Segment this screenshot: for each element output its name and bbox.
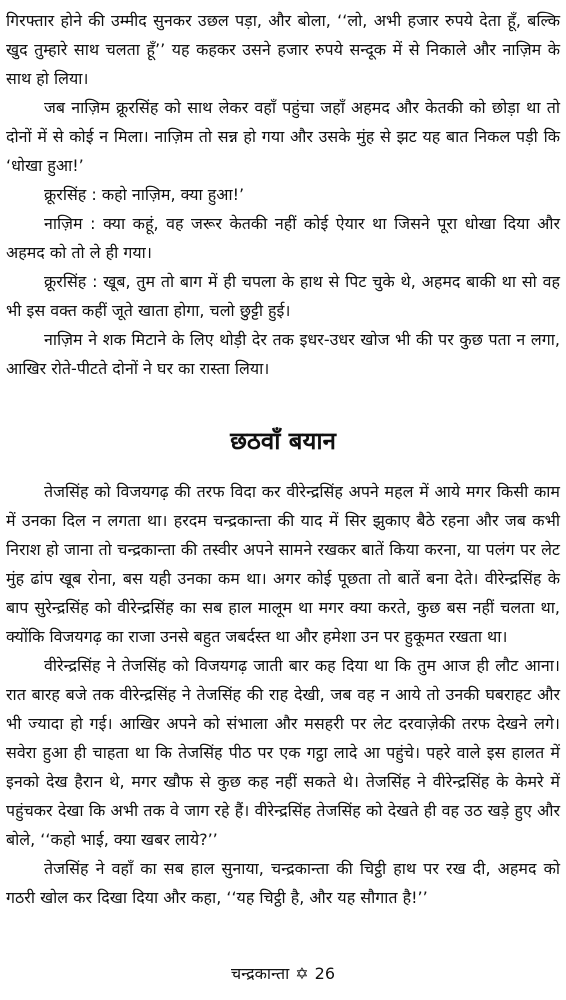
dialogue-krursingh: क्रूरसिंह : खूब, तुम तो बाग में ही चपला के हाथ से पिट चुके थे, अहमद बाकी था सो वह भी इस वक्त कहीं जूते खाता होगा, चलो छुट्टी हुई। (6, 272, 560, 320)
star-of-david-icon: ✡ (295, 964, 309, 983)
footer-book-title: चन्द्रकान्ता (231, 964, 290, 983)
paragraph: नाज़िम ने शक मिटाने के लिए थोड़ी देर तक इधर-उधर खोज भी की पर कुछ पता न लगा, आखिर रोते-पीटते दोनों ने घर का रास्ता लिया। (6, 330, 560, 378)
paragraph: तेजसिंह ने वहाँ का सब हाल सुनाया, चन्द्रकान्ता की चिट्ठी हाथ पर रख दी, अहमद को गठरी खोल कर दिखा दिया और कहा, ‘‘यह चिट्ठी है, और यह सौगात है!’’ (6, 859, 560, 907)
paragraph: वीरेन्द्रसिंह ने तेजसिंह को विजयगढ़ जाती बार कह दिया था कि तुम आज ही लौट आना। रात बारह बजे तक वीरेन्द्रसिंह ने तेजसिंह की राह देखी, जब वह न आये तो उनकी घबराहट और भी ज्यादा हो गई। आखिर अपने को संभाला और मसहरी पर लेट दरवाज़ेकी तरफ देखने लगे। सवेरा हुआ ही चाहता था कि तेजसिंह पीठ पर एक गट्ठा लादे आ पहुंचे। पहरे वाले इस हालत में इनको देख हैरान थे, मगर खौफ से कुछ कह नहीं सकते थे। तेजसिंह ने वीरेन्द्रसिंह के केमरे में पहुंचकर देखा कि अभी तक वे जाग रहे हैं। वीरेन्द्रसिंह तेजसिंह को देखते ही वह उठ खड़े हुए और बोले, ‘‘कहो भाई, क्या खबर लाये?’’ (6, 656, 560, 849)
page-footer (0, 962, 566, 986)
chapter-title: छठवाँ बयान (230, 427, 336, 455)
paragraph: जब नाज़िम क्रूरसिंह को साथ लेकर वहाँ पहुंचा जहाँ अहमद और केतकी को छोड़ा था तो दोनों में से कोई न मिला। नाज़िम तो सन्न हो गया और उसके मुंह से झट यह बात निकल पड़ी कि ‘धोखा हुआ!’ (6, 98, 560, 175)
paragraph-continuation: गिरफ्तार होने की उम्मीद सुनकर उछल पड़ा, और बोला, ‘‘लो, अभी हजार रुपये देता हूँ, बल्कि खुद तुम्हारे साथ चलता हूँ’’ यह कहकर उसने हजार रुपये सन्दूक में से निकाले और नाज़िम के साथ हो लिया। (6, 11, 560, 88)
paragraph: तेजसिंह को विजयगढ़ की तरफ विदा कर वीरेन्द्रसिंह अपने महल में आये मगर किसी काम में उनका दिल न लगता था। हरदम चन्द्रकान्ता की याद में सिर झुकाए बैठे रहना और जब कभी निराश हो जाना तो चन्द्रकान्ता की तस्वीर अपने सामने रखकर बातें किया करना, या पलंग पर लेट मुंह ढांप खूब रोना, बस यही उनका कम था। अगर कोई पूछता तो बातें बना देते। वीरेन्द्रसिंह के बाप सुरेन्द्रसिंह को वीरेन्द्रसिंह का सब हाल मालूम था मगर क्या करते, कुछ बस नहीं चलता था, क्योंकि विजयगढ़ का राजा उनसे बहुत जबर्दस्त था और हमेशा उन पर हुकूमत रखता था। (6, 482, 560, 646)
dialogue-nazim: नाज़िम : क्या कहूं, वह जरूर केतकी नहीं कोई ऐयार था जिसने पूरा धोखा दिया और अहमद को तो ले ही गया। (6, 214, 560, 262)
page-number: 26 (314, 964, 335, 983)
dialogue-krursingh: क्रूरसिंह : कहो नाज़िम, क्या हुआ!’ (44, 185, 245, 204)
